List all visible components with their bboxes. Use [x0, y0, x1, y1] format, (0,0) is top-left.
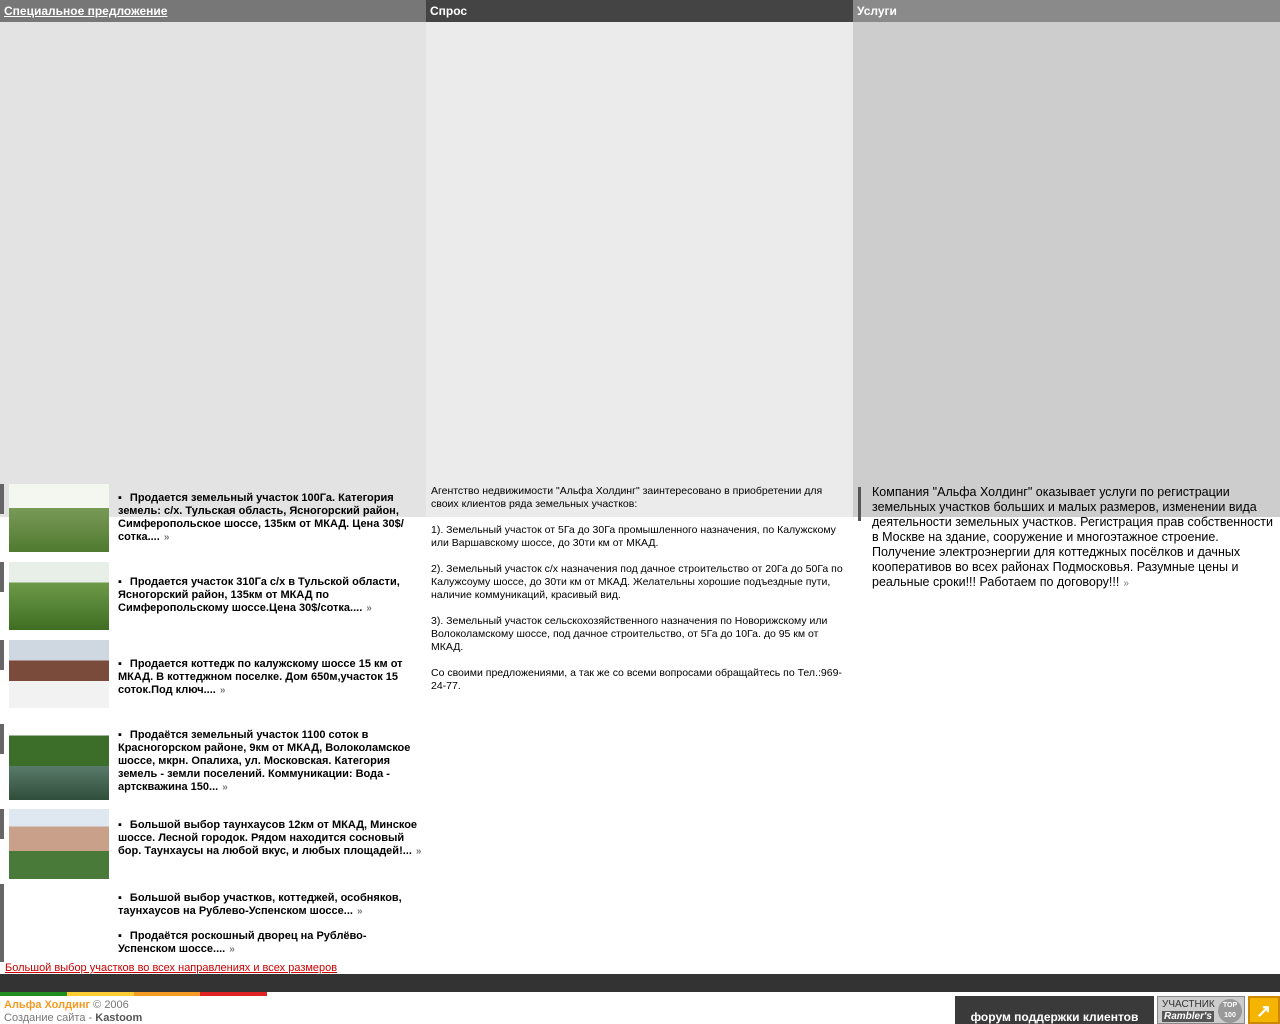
- rambler-label: УЧАСТНИК: [1162, 999, 1215, 1010]
- listing-photo[interactable]: [9, 724, 109, 800]
- footer-bar: [0, 974, 1280, 992]
- forum-banner[interactable]: [955, 996, 1154, 1024]
- listing-photo[interactable]: [9, 809, 109, 879]
- footer-company[interactable]: Альфа Холдинг: [4, 999, 91, 1011]
- made-by-label: Создание сайта -: [4, 1012, 96, 1024]
- rambler-name: Rambler's: [1164, 1011, 1212, 1022]
- services-text: [872, 485, 1275, 591]
- listing-text: ▪ Продается земельный участок 100Га. Категория земель: с/х. Тульская область, Ясногорский район, Симферопольское шоссе, 135км от МКАД. Цена 30$/сотка.... »: [118, 492, 404, 543]
- listing-photo[interactable]: [9, 562, 109, 630]
- listing-text: ▪ Продается участок 310Га с/х в Тульской области, Ясногорский район, 135км от МКАД по Симферопольскому шоссе.Цена 30$/сотка.... »: [118, 576, 400, 614]
- demand-text: [431, 485, 849, 706]
- listing-title[interactable]: Большой выбор таунхаусов 12км от МКАД, Минское шоссе. Лесной городок. Рядом находится сосновый бор. Таунхаусы на любой вкус, и любых площадей!...: [118, 819, 418, 857]
- demand-paragraph: Со своими предложениями, а так же со всеми вопросами обращайтесь по Тел.:969-24-77.: [431, 667, 842, 692]
- services-body: Компания "Альфа Холдинг" оказывает услуги по регистрации земельных участков больших и малых размеров, изменении вида деятельности земельных участков. Регистрация прав собственности в Москве на здание, сооружение и многоэтажное строение. Получение электроэнергии для коттеджных посёлков и дачных кооперативов во всех районах Подмосковья. Разумные цены и реальные сроки!!! Работаем по договору!!!: [872, 485, 1273, 589]
- listing-text: ▪ Продаётся земельный участок 1100 соток в Красногорском районе, 9км от МКАД, Волоколамское шоссе, мкрн. Опалиха, ул. Московская. Категория земель - земли поселений. Коммуникации: Вода - артскважина 150... »: [118, 729, 411, 793]
- list-marker: [0, 809, 4, 839]
- services-header: Услуги: [853, 0, 1280, 22]
- arrow-up-icon[interactable]: ↗: [1248, 996, 1280, 1024]
- rambler-top100-banner[interactable]: [1157, 996, 1245, 1024]
- footer-color-stripe: [0, 992, 267, 996]
- more-arrow-icon[interactable]: »: [366, 603, 372, 614]
- more-arrow-icon[interactable]: »: [415, 846, 422, 857]
- special-offer-header: [0, 0, 426, 22]
- demand-header: Спрос: [426, 0, 853, 22]
- more-arrow-icon[interactable]: »: [229, 944, 235, 955]
- rambler-top-badge: TOP 100: [1218, 999, 1242, 1023]
- more-arrow-icon[interactable]: »: [219, 685, 226, 696]
- footer-year: © 2006: [93, 999, 129, 1011]
- demand-paragraph: 1). Земельный участок от 5Га до 30Га промышленного назначения, по Калужскому или Варшавскому шоссе, до 30ти км от МКАД.: [431, 524, 836, 549]
- listing-photo[interactable]: [9, 640, 109, 708]
- listing-photo[interactable]: [9, 484, 109, 552]
- made-by-link[interactable]: Kastoom: [95, 1012, 143, 1024]
- more-arrow-icon[interactable]: »: [163, 532, 170, 543]
- special-offer-footer-link[interactable]: Большой выбор участков во всех направлениях и всех размеров: [5, 962, 338, 974]
- listing-title[interactable]: Продается коттедж по калужскому шоссе 15 км от МКАД. В коттеджном поселке. Дом 650м,участок 15 соток.Под ключ....: [118, 658, 403, 696]
- listing-text: ▪ Продается коттедж по калужскому шоссе 15 км от МКАД. В коттеджном поселке. Дом 650м,участок 15 соток.Под ключ.... »: [118, 658, 403, 696]
- listing-text: ▪ Большой выбор таунхаусов 12км от МКАД, Минское шоссе. Лесной городок. Рядом находится сосновый бор. Таунхаусы на любой вкус, и любых площадей!... »: [118, 819, 422, 857]
- listing-title[interactable]: Продается участок 310Га с/х в Тульской области, Ясногорский район, 135км от МКАД по Симферопольскому шоссе.Цена 30$/сотка....: [118, 576, 400, 614]
- listing-text: ▪ Продаётся роскошный дворец на Рублёво-Успенском шоссе.... »: [118, 930, 367, 955]
- list-marker: [0, 484, 4, 514]
- more-arrow-icon[interactable]: »: [222, 782, 228, 793]
- list-marker: [0, 562, 4, 592]
- list-marker: [0, 884, 4, 924]
- special-offer-title[interactable]: Специальное предложение: [4, 4, 168, 18]
- listing-title[interactable]: Продается земельный участок 100Га. Категория земель: с/х. Тульская область, Ясногорский район, Симферопольское шоссе, 135км от МКАД. Цена 30$/сотка....: [118, 492, 404, 543]
- services-marker: [858, 487, 861, 521]
- more-arrow-icon[interactable]: »: [1123, 578, 1129, 589]
- made-by: [4, 1012, 142, 1024]
- demand-paragraph: 3). Земельный участок сельскохозяйственного назначения по Новорижскому или Волоколамскому шоссе, под дачное строительство, от 5Га до 10Га. до 95 км от МКАД.: [431, 615, 828, 653]
- list-marker: [0, 922, 4, 962]
- demand-column: [426, 0, 853, 517]
- listing-text: ▪ Большой выбор участков, коттеджей, особняков, таунхаусов на Рублево-Успенском шоссе... »: [118, 892, 402, 917]
- services-column: [853, 0, 1280, 517]
- listing-title[interactable]: Продаётся роскошный дворец на Рублёво-Успенском шоссе....: [118, 930, 367, 955]
- listing-title[interactable]: Большой выбор участков, коттеджей, особняков, таунхаусов на Рублево-Успенском шоссе...: [118, 892, 402, 917]
- listing-title[interactable]: Продаётся земельный участок 1100 соток в Красногорском районе, 9км от МКАД, Волоколамское шоссе, мкрн. Опалиха, ул. Московская. Категория земель - земли поселений. Коммуникации: Вода - артскважина 150...: [118, 729, 411, 793]
- copyright: [4, 999, 129, 1011]
- forum-banner-label: форум поддержки клиентов: [970, 1010, 1139, 1024]
- list-marker: [0, 724, 4, 754]
- more-arrow-icon[interactable]: »: [356, 906, 363, 917]
- demand-paragraph: 2). Земельный участок с/х назначения под дачное строительство от 20Га до 50Га по Калужсоуму шоссе, до 30ти км от МКАД. Желательны хорошие подъездные пути, наличие коммуникаций, красивый вид.: [431, 563, 843, 601]
- list-marker: [0, 640, 4, 670]
- demand-paragraph: Агентство недвижимости "Альфа Холдинг" заинтересовано в приобретении для своих клиентов ряда земельных участков:: [431, 485, 823, 510]
- special-offer-column: [0, 0, 426, 517]
